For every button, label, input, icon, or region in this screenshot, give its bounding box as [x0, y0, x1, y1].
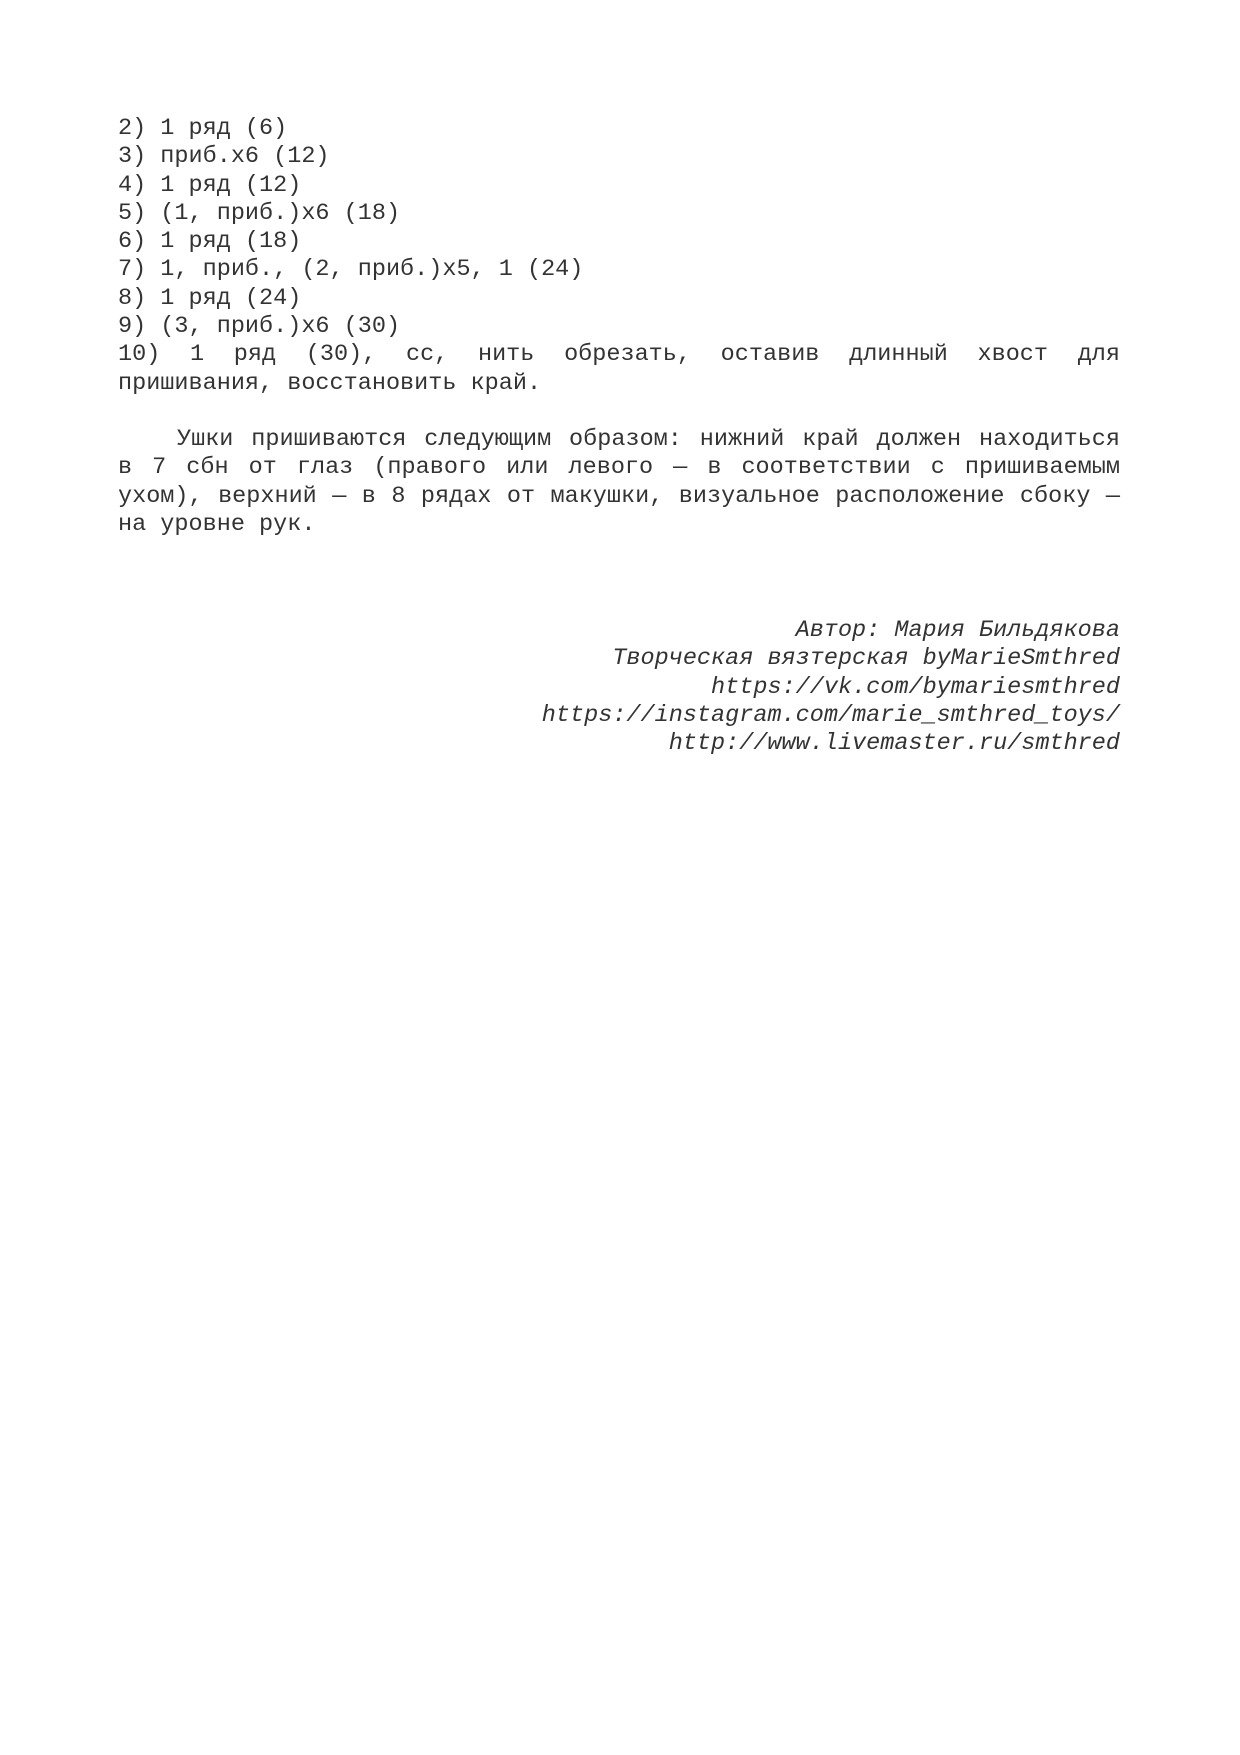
- pattern-row-8: 8) 1 ряд (24): [118, 284, 302, 312]
- pattern-content: [118, 115, 1120, 759]
- pattern-row-2: 2) 1 ряд (6): [118, 115, 288, 142]
- pattern-row-7: 7) 1, приб., (2, приб.)х5, 1 (24): [118, 256, 584, 284]
- instagram-link[interactable]: https://instagram.com/marie_smthred_toys/: [541, 702, 1120, 730]
- pattern-row-10: 10) 1 ряд (30), сс, нить обрезать, оставив длинный хвост для пришивания, восстановить край.: [118, 341, 1120, 397]
- pattern-row-9: 9) (3, приб.)х6 (30): [118, 313, 401, 341]
- vk-link[interactable]: https://vk.com/bymariesmthred: [711, 673, 1120, 701]
- author-name: Автор: Мария Бильдякова: [795, 617, 1120, 645]
- pattern-row-4: 4) 1 ряд (12): [118, 171, 302, 199]
- studio-name: Творческая вязтерская byMarieSmthred: [612, 645, 1120, 673]
- pattern-row-5: 5) (1, приб.)х6 (18): [118, 199, 401, 227]
- livemaster-link[interactable]: http://www.livemaster.ru/smthred: [668, 730, 1120, 758]
- ears-instructions-paragraph: Ушки пришиваются следующим образом: нижний край должен находиться в 7 сбн от глаз (правого или левого — в соответствии с пришиваемым ухом), верхний — в 8 рядах от макушки, визуальное расположение сбоку — на уровне рук.: [118, 425, 1120, 538]
- pattern-row-3: 3) приб.х6 (12): [118, 143, 330, 171]
- author-block: [118, 617, 1120, 758]
- pattern-row-6: 6) 1 ряд (18): [118, 228, 302, 256]
- row-instructions: [118, 115, 1120, 398]
